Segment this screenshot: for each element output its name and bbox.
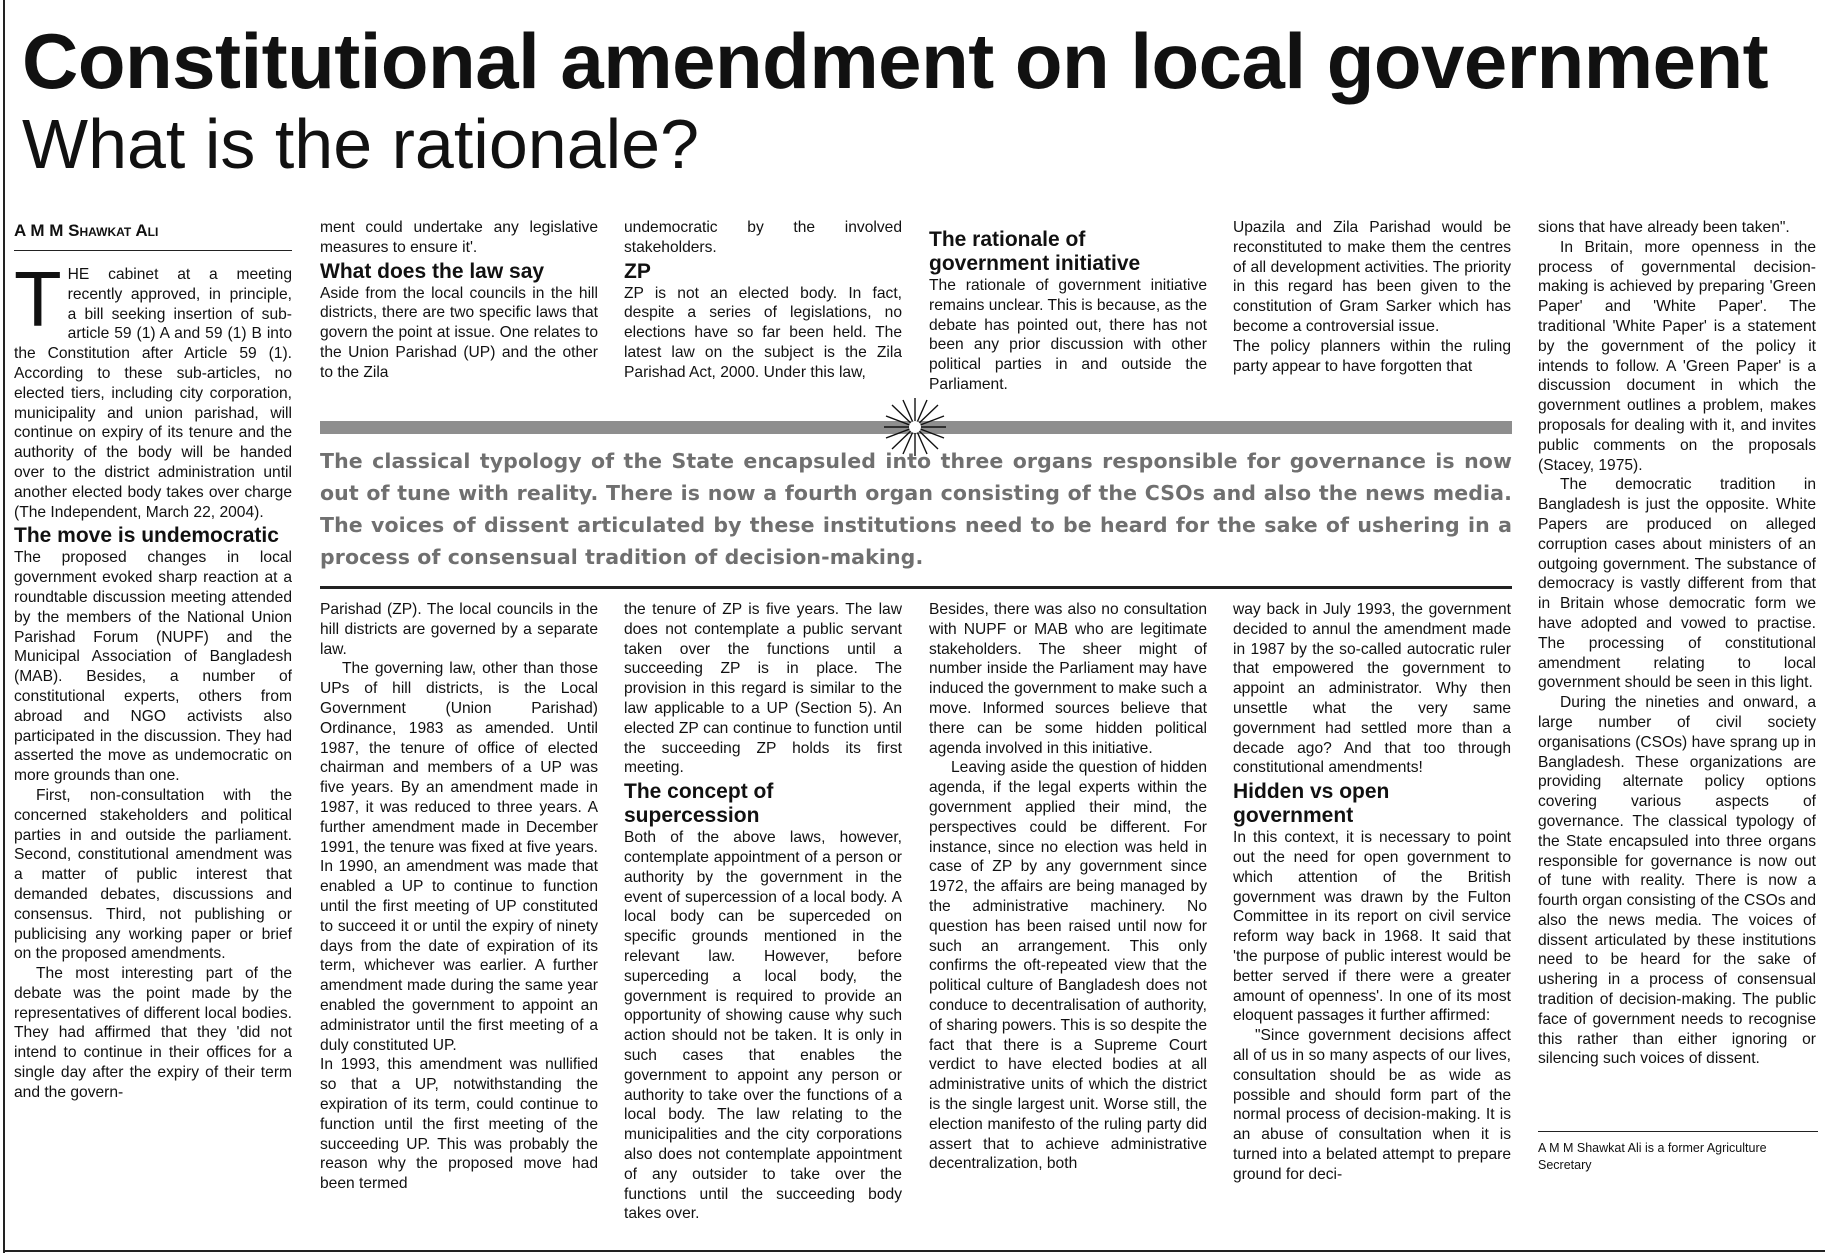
column-4-lower [929, 600, 1207, 1250]
paragraph: The policy planners within the ruling party appear to have forgotten that [1233, 337, 1511, 375]
paragraph: The proposed changes in local government evoked sharp reaction at a roundtable discussion meeting attended by the members of the National Union Parishad Forum (NUPF) and the Municipal Association of Bangladesh (MAB). Besides, a number of constitutional experts, others from abroad and NGO activists also participated in the discussion. They had asserted the move as undemocratic on more grounds than one. [14, 549, 292, 785]
column-3 [624, 218, 902, 408]
headline [22, 18, 1812, 184]
paragraph: Upazila and Zila Parishad would be reconstituted to make them the centres of all development activities. The priority in this regard has been given to the constitution of Gram Sarker which has become a controversial issue. [1233, 219, 1511, 335]
paragraph: In 1993, this amendment was nullified so that a UP, notwithstanding the expiration of its term, could continue to function until the first meeting of the succeeding UP. This was probably the reason why the proposed move had been termed [320, 1056, 598, 1193]
paragraph: Parishad (ZP). The local councils in the hill districts are governed by a separate law. [320, 601, 598, 658]
headline-subtitle: What is the rationale? [22, 105, 700, 183]
paragraph: The governing law, other than those UPs of hill districts, is the Local Government (Union Parishad) Ordinance, 1983 as amended. Until 1987, the tenure of office of elected chairman and members of a UP was five years. By an amendment made in 1987, it was reduced to three years. A further amendment made in December 1991, the tenure was fixed at five years. In 1990, an amendment was made that enabled a UP to continue to function until the first meeting of UP constituted to succeed it or until the expiry of ninety days from the date of expiration of its term, whichever was earlier. A further amendment made during the same year enabled the government to appoint an administrator until the first meeting of a duly constituted UP. [320, 660, 598, 1054]
subheading: The rationale of government initiative [929, 228, 1141, 275]
footnote-rule [1538, 1131, 1818, 1132]
bottom-rule [3, 1250, 1825, 1252]
headline-title: Constitutional amendment on local government [22, 17, 1769, 105]
column-1 [14, 220, 292, 1250]
byline: A M M Shawkat Ali [14, 220, 292, 251]
column-2-lower [320, 600, 598, 1250]
subheading: The move is undemocratic [14, 524, 279, 548]
subheading: The concept of supercession [624, 780, 774, 828]
author-footnote: A M M Shawkat Ali is a former Agriculture Secretary [1538, 1141, 1767, 1172]
subheading: ZP [624, 259, 651, 283]
paragraph: The democratic tradition in Bangladesh is just the opposite. White Papers are produced on alleged corruption cases about ministers of an outgoing government. The substance of democracy is vastly different from that in Britain whose democratic form we have adopted and vowed to practise. The processing of constitutional amendment relating to local government should be seen in this light. [1538, 476, 1816, 692]
column-2 [320, 218, 598, 408]
pullquote-bottom-rule [320, 586, 1512, 589]
paragraph: The most interesting part of the debate was the point made by the representatives of different local bodies. They had affirmed that they 'did not intend to continue in their offices for a single day after the expiry of their term and the govern- [14, 965, 292, 1101]
column-6 [1538, 218, 1816, 1126]
paragraph: During the nineties and onward, a large number of civil society organisations (CSOs) have sprang up in Bangladesh. These organizations are providing alternate policy options covering various aspects of governance. The classical typology of the State encapsuled into three organs responsible for governance is now out of tune with reality. There is now a fourth organ consisting of the CSOs and also the news media. The voices of dissent articulated by these institutions need to be heard for the sake of ushering in a process of consensual tradition of decision-making. The public face of government needs to recognise this rather than either ignoring or silencing such voices of dissent. [1538, 694, 1816, 1068]
paragraph: In this context, it is necessary to point out the need for open government to which attention of the British government was drawn by the Fulton Committee in its report on civil service reform way back in 1968. It said that 'the purpose of public interest would be better served if there were a greater amount of openness'. In one of its most eloquent passages it further affirmed: [1233, 829, 1511, 1025]
column-3-lower [624, 600, 902, 1250]
paragraph: undemocratic by the involved stakeholders. [624, 219, 902, 256]
paragraph: Besides, there was also no consultation with NUPF or MAB who are legitimate stakeholders. The sheer might of number inside the Parliament may have induced the government to make such a move. Informed sources believe that there can be some hidden political agenda involved in this initiative. [929, 601, 1207, 757]
paragraph: ZP is not an elected body. In fact, despite a series of legislations, no elections have so far been held. The latest law on the subject is the Zila Parishad Act, 2000. Under this law, [624, 284, 902, 381]
paragraph: Both of the above laws, however, contemplate appointment of a person or authority by the government in the event of supercession of a local body. A local body can be superceded on specific grounds mentioned in the relevant law. However, before superceding a local body, the government is required to provide an opportunity of showing cause why such action should not be taken. It is only in such cases that enables the government to appoint any person or authority to take over the functions of a local body. The law relating to the municipalities and the city corporations also does not contemplate appointment of any outsider to take over the functions until the succeeding body takes over. [624, 829, 902, 1223]
paragraph: the tenure of ZP is five years. The law does not contemplate a public servant taken over the functions until a succeeding ZP is in place. The provision in this regard is similar to the law applicable to a UP (Section 5). An elected ZP can continue to function until the succeeding ZP holds its first meeting. [624, 601, 902, 777]
drop-cap: T [14, 255, 62, 343]
paragraph: Leaving aside the question of hidden agenda, if the legal experts within the government applied their mind, the perspectives could be different. For instance, since no election was held in case of ZP by any government since 1972, the affairs are being managed by the administrative machinery. No question has been raised until now for such an arrangement. This only confirms the oft-repeated view that the political culture of Bangladesh does not conduce to decentralisation of authority, of sharing powers. This is so despite the fact that there is a Supreme Court verdict to have elected bodies at all administrative units of which the district is the single largest unit. Worse still, the election manifesto of the ruling party did assert that to achieve administrative decentralization, both [929, 759, 1207, 1173]
paragraph: way back in July 1993, the government decided to annul the amendment made in 1987 by the so-called autocratic ruler that empowered the government to appoint an administrator. Why then unsettle what the very same government had settled more than a decade ago? And that too through constitutional amendments! [1233, 601, 1511, 777]
column-4 [929, 226, 1207, 408]
paragraph: "Since government decisions affect all of us in so many aspects of our lives, consultation should be as wide as possible and should form part of the normal process of decision-making. It is an abuse of consultation when it is turned into a belated attempt to prepare ground for deci- [1233, 1027, 1511, 1183]
paragraph: ment could undertake any legislative measures to ensure it'. [320, 219, 598, 256]
subheading: Hidden vs open government [1233, 780, 1390, 828]
paragraph: Aside from the local councils in the hill districts, there are two specific laws that govern the point at issue. One relates to the Union Parishad (UP) and the other to the Zila [320, 284, 598, 381]
paragraph: HE cabinet at a meeting recently approved, in principle, a bill seeking insertion of sub-article 59 (1) A and 59 (1) B into the Constitution after Article 59 (1). According to these sub-articles, no elected tiers, including city corporation, municipality and union parishad, will continue on expiry of its tenure and the authority of the body will be handed over to the district administration until another elected body takes over charge (The Independent, March 22, 2004). [14, 266, 292, 521]
paragraph: The rationale of government initiative remains unclear. This is because, as the debate has pointed out, there has not been any prior discussion with other political parties in and outside the Parliament. [929, 277, 1207, 393]
pullquote: The classical typology of the State encapsuled into three organs responsible for governance is now out of tune with reality. There is now a fourth organ consisting of the CSOs and also the news media. The voices of dissent articulated by these institutions need to be heard for the sake of ushering in a process of consensual tradition of decision-making. [320, 449, 1512, 569]
column-5-lower [1233, 600, 1511, 1250]
paragraph: sions that have already been taken". [1538, 219, 1790, 236]
subheading: What does the law say [320, 259, 545, 283]
paragraph: In Britain, more openness in the process of governmental decision-making is achieved by preparing 'Green Paper' and 'White Paper'. The traditional 'White Paper' is a statement by the government of the policy it intends to follow. A 'Green Paper' is a discussion document in which the government outlines a problem, makes proposals for dealing with it, and invites public comments on the proposals (Stacey, 1975). [1538, 238, 1816, 474]
column-5 [1233, 218, 1511, 408]
paragraph: First, non-consultation with the concerned stakeholders and political parties in and outside the parliament. Second, constitutional amendment was a matter of public interest that demanded debates, discussions and consensus. Third, not publishing or publicising any working paper or brief on the proposed amendments. [14, 786, 292, 963]
